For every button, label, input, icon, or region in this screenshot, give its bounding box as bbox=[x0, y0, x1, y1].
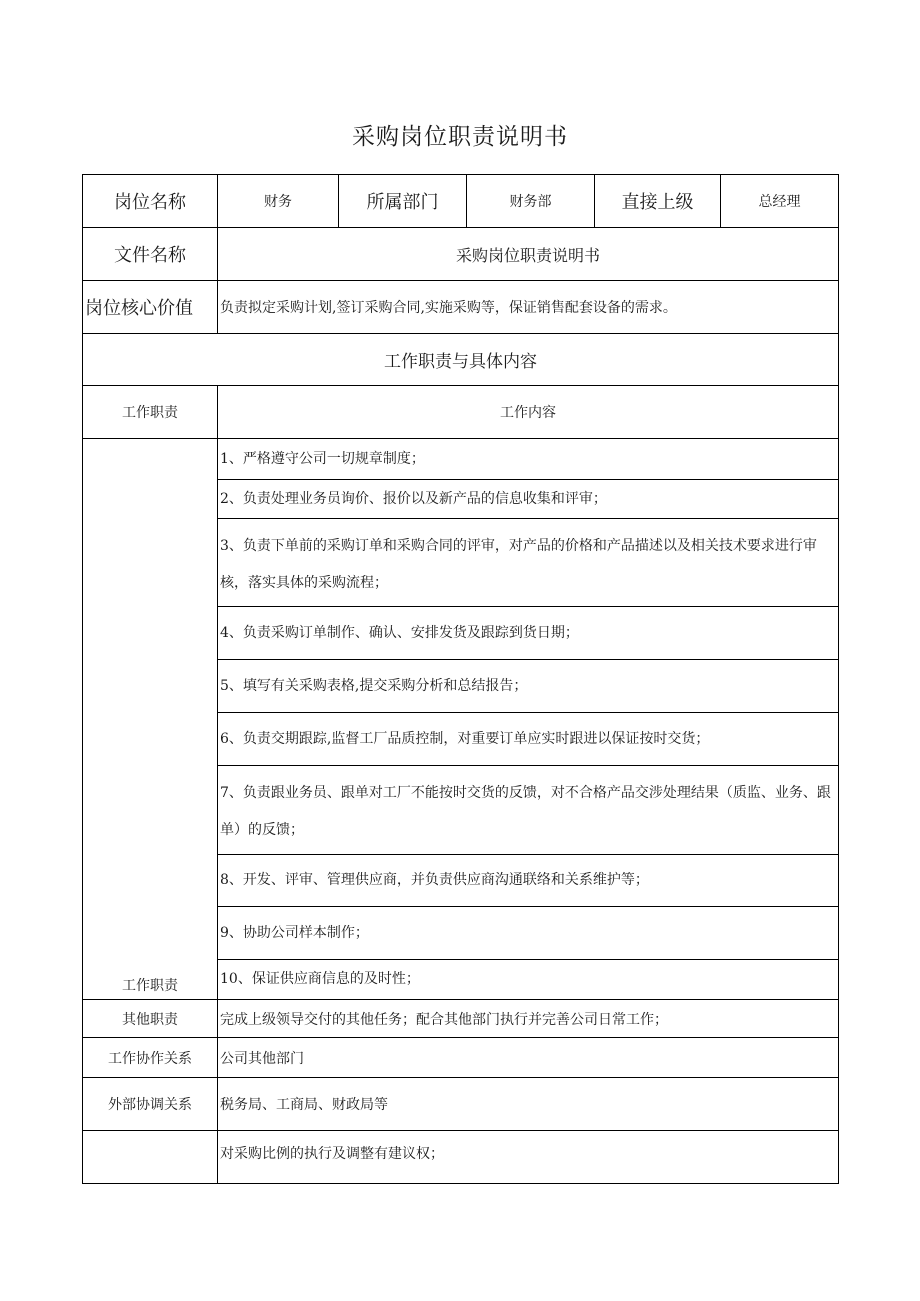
rights-row bbox=[83, 1131, 839, 1184]
cooperation-label: 工作协作关系 bbox=[83, 1038, 218, 1078]
duty-item: 8、开发、评审、管理供应商，并负责供应商沟通联络和关系维护等； bbox=[218, 855, 839, 907]
duties-column-header: 工作职责 bbox=[83, 386, 218, 439]
position-name-label: 岗位名称 bbox=[83, 175, 218, 228]
supervisor-label: 直接上级 bbox=[595, 175, 721, 228]
page-title: 采购岗位职责说明书 bbox=[352, 124, 568, 150]
other-duties-row bbox=[83, 1000, 839, 1038]
file-name-row bbox=[83, 228, 839, 281]
job-description-table bbox=[82, 174, 839, 1184]
file-name-label: 文件名称 bbox=[83, 228, 218, 281]
file-name-value: 采购岗位职责说明书 bbox=[218, 228, 839, 281]
duty-item: 4、负责采购订单制作、确认、安排发货及跟踪到货日期； bbox=[218, 607, 839, 660]
external-value: 税务局、工商局、财政局等 bbox=[218, 1078, 839, 1131]
duties-side-label: 工作职责 bbox=[83, 439, 218, 1000]
duty-item: 1、严格遵守公司一切规章制度； bbox=[218, 439, 839, 480]
external-row bbox=[83, 1078, 839, 1131]
department-value: 财务部 bbox=[467, 175, 595, 228]
rights-label bbox=[83, 1131, 218, 1184]
duty-item: 10、保证供应商信息的及时性； bbox=[218, 960, 839, 1000]
duty-item: 7、负责跟业务员、跟单对工厂不能按时交货的反馈，对不合格产品交涉处理结果（质监、业务、跟单）的反馈； bbox=[218, 766, 839, 855]
duty-item: 3、负责下单前的采购订单和采购合同的评审，对产品的价格和产品描述以及相关技术要求进行审核，落实具体的采购流程； bbox=[218, 519, 839, 607]
duty-item: 6、负责交期跟踪,监督工厂品质控制，对重要订单应实时跟进以保证按时交货； bbox=[218, 713, 839, 766]
cooperation-value: 公司其他部门 bbox=[218, 1038, 839, 1078]
duty-item: 2、负责处理业务员询价、报价以及新产品的信息收集和评审； bbox=[218, 480, 839, 519]
cooperation-row bbox=[83, 1038, 839, 1078]
other-duties-value: 完成上级领导交付的其他任务；配合其他部门执行并完善公司日常工作； bbox=[218, 1000, 839, 1038]
supervisor-value: 总经理 bbox=[721, 175, 839, 228]
column-header-row bbox=[83, 386, 839, 439]
external-label: 外部协调关系 bbox=[83, 1078, 218, 1131]
department-label: 所属部门 bbox=[339, 175, 467, 228]
section-header-row bbox=[83, 334, 839, 386]
duty-item: 5、填写有关采购表格,提交采购分析和总结报告； bbox=[218, 660, 839, 713]
duty-item: 9、协助公司样本制作； bbox=[218, 907, 839, 960]
other-duties-label: 其他职责 bbox=[83, 1000, 218, 1038]
section-header: 工作职责与具体内容 bbox=[83, 334, 839, 386]
rights-value: 对采购比例的执行及调整有建议权； bbox=[218, 1131, 839, 1184]
duty-row bbox=[83, 439, 839, 480]
position-name-value: 财务 bbox=[218, 175, 339, 228]
content-column-header: 工作内容 bbox=[218, 386, 839, 439]
core-value-text: 负责拟定采购计划,签订采购合同,实施采购等，保证销售配套设备的需求。 bbox=[218, 281, 839, 334]
header-info-row bbox=[83, 175, 839, 228]
core-value-row bbox=[83, 281, 839, 334]
core-value-label: 岗位核心价值 bbox=[83, 281, 218, 334]
